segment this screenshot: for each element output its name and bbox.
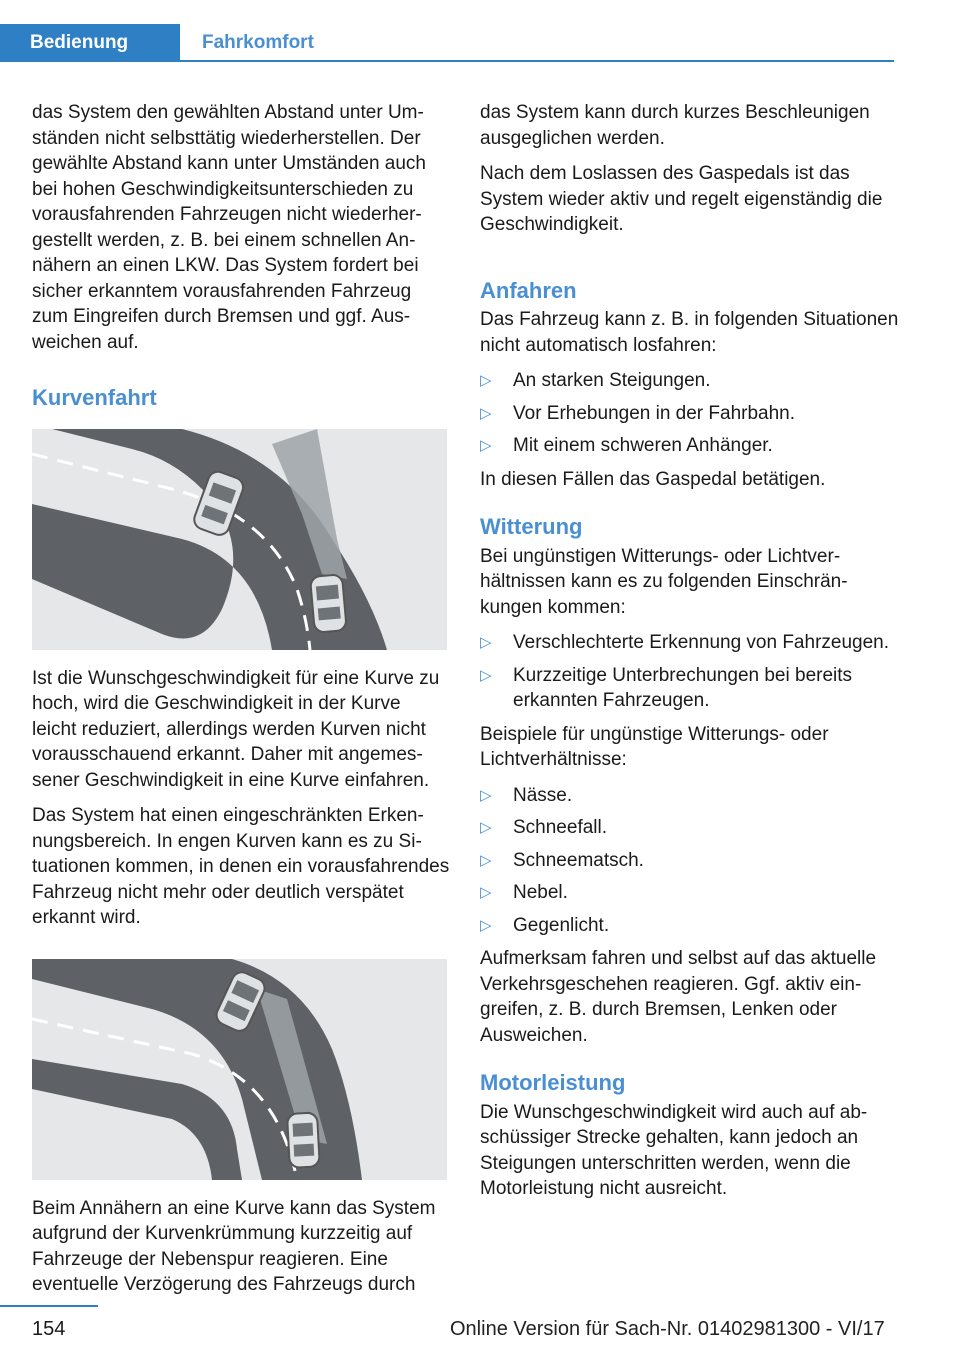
list-item: ▷ An starken Steigungen. [480, 368, 900, 394]
right-paragraph-2: Nach dem Loslassen des Gaspedals ist das System wieder aktiv und regelt eigenständig die Geschwindigkeit. [480, 163, 883, 235]
left-paragraph-1: das System den gewählten Abstand unter Umständen nicht selbsttätig wiederherstellen. Der gewählte Abstand kann unter Umständen auch bei hohen Geschwindigkeitsunterschieden zu vorausfahrenden Fahrzeugen nicht wiederhergestellt werden, z. B. bei einem schnellen Annähern an einen LKW. Das System fordert bei sicher erkanntem vorausfahrenden Fahrzeug zum Eingreifen durch Bremsen und ggf. Ausweichen auf. [32, 102, 426, 353]
left-paragraph-3: Das System hat einen eingeschränkten Erkennungsbereich. In engen Kurven kann es zu Situationen kommen, in denen ein vorausfahrendes Fahrzeug nicht mehr oder deutlich verspätet erkannt wird. [32, 805, 450, 928]
anfahren-list [480, 368, 900, 459]
header-tabs [0, 24, 336, 62]
list-item: ▷ Kurzzeitige Unterbrechungen bei bereits erkannten Fahrzeugen. [480, 664, 853, 711]
list-item: ▷ Vor Erhebungen in der Fahrbahn. [480, 401, 900, 427]
triangle-bullet-icon: ▷ [480, 437, 492, 454]
left-paragraph-2: Ist die Wunschgeschwindigkeit für eine Kurve zu hoch, wird die Geschwindigkeit in der Kurve leicht reduziert, allerdings werden Kurven nicht vorausschauend erkannt. Daher mit angemessener Geschwindigkeit in eine Kurve einfahren. [32, 667, 440, 791]
heading-kurvenfahrt: Kurvenfahrt [32, 385, 157, 410]
triangle-bullet-icon: ▷ [480, 786, 492, 804]
figure-curve-1 [32, 429, 447, 650]
triangle-bullet-icon: ▷ [480, 634, 492, 651]
footer-divider [0, 1305, 98, 1307]
list-item: ▷ Schneematsch. [480, 848, 900, 874]
anfahren-outro: In diesen Fällen das Gaspedal betätigen. [480, 468, 826, 490]
right-paragraph-1: das System kann durch kurzes Beschleunigen ausgeglichen werden. [480, 102, 870, 149]
footer-version-text: Online Version für Sach-Nr. 01402981300 - VI/17 [450, 1318, 885, 1340]
witterung-intro: Bei ungünstigen Witterungs- oder Lichtverhältnissen kann es zu folgenden Einschränkungen kommen: [480, 545, 848, 618]
list-item: ▷ Nässe. [480, 783, 900, 809]
header-divider [0, 60, 894, 62]
witterung-list [480, 630, 900, 714]
list-item: ▷ Schneefall. [480, 815, 900, 841]
triangle-bullet-icon: ▷ [480, 884, 492, 901]
triangle-bullet-icon: ▷ [480, 404, 492, 422]
triangle-bullet-icon: ▷ [480, 372, 492, 389]
triangle-bullet-icon: ▷ [480, 819, 492, 836]
triangle-bullet-icon: ▷ [480, 851, 492, 869]
triangle-bullet-icon: ▷ [480, 666, 492, 684]
left-column [32, 100, 450, 1308]
heading-motorleistung: Motorleistung [480, 1070, 626, 1095]
figure-curve-2 [32, 959, 447, 1180]
page-number: 154 [32, 1318, 66, 1340]
heading-witterung: Witterung [480, 514, 583, 539]
aufmerksam-paragraph: Aufmerksam fahren und selbst auf das aktuelle Verkehrsgeschehen reagieren. Ggf. aktiv eingreifen, z. B. durch Bremsen, Lenken oder Ausweichen. [480, 948, 877, 1046]
left-paragraph-4: Beim Annähern an eine Kurve kann das System aufgrund der Kurvenkrümmung kurzzeitig auf Fahrzeuge der Nebenspur reagieren. Eine eventuelle Verzögerung des Fahrzeugs durch [32, 1197, 436, 1295]
list-item: ▷ Nebel. [480, 880, 900, 906]
beispiele-intro: Beispiele für ungünstige Witterungs- oder Lichtverhältnisse: [480, 723, 829, 770]
list-item: ▷ Verschlechterte Erkennung von Fahrzeugen. [480, 630, 900, 656]
beispiele-list [480, 783, 900, 939]
list-item: ▷ Mit einem schweren Anhänger. [480, 433, 900, 459]
right-column [480, 100, 900, 1212]
list-item: ▷ Gegenlicht. [480, 913, 900, 939]
anfahren-intro: Das Fahrzeug kann z. B. in folgenden Situationen nicht automatisch losfahren: [480, 309, 899, 356]
tab-bedienung[interactable]: Bedienung [0, 24, 180, 62]
tab-fahrkomfort[interactable]: Fahrkomfort [202, 32, 314, 53]
heading-anfahren: Anfahren [480, 277, 577, 303]
triangle-bullet-icon: ▷ [480, 916, 492, 934]
motorleistung-paragraph: Die Wunschgeschwindigkeit wird auch auf abschüssiger Strecke gehalten, kann jedoch an Steigungen unterschritten werden, wenn die Motorleistung nicht ausreicht. [480, 1101, 868, 1199]
